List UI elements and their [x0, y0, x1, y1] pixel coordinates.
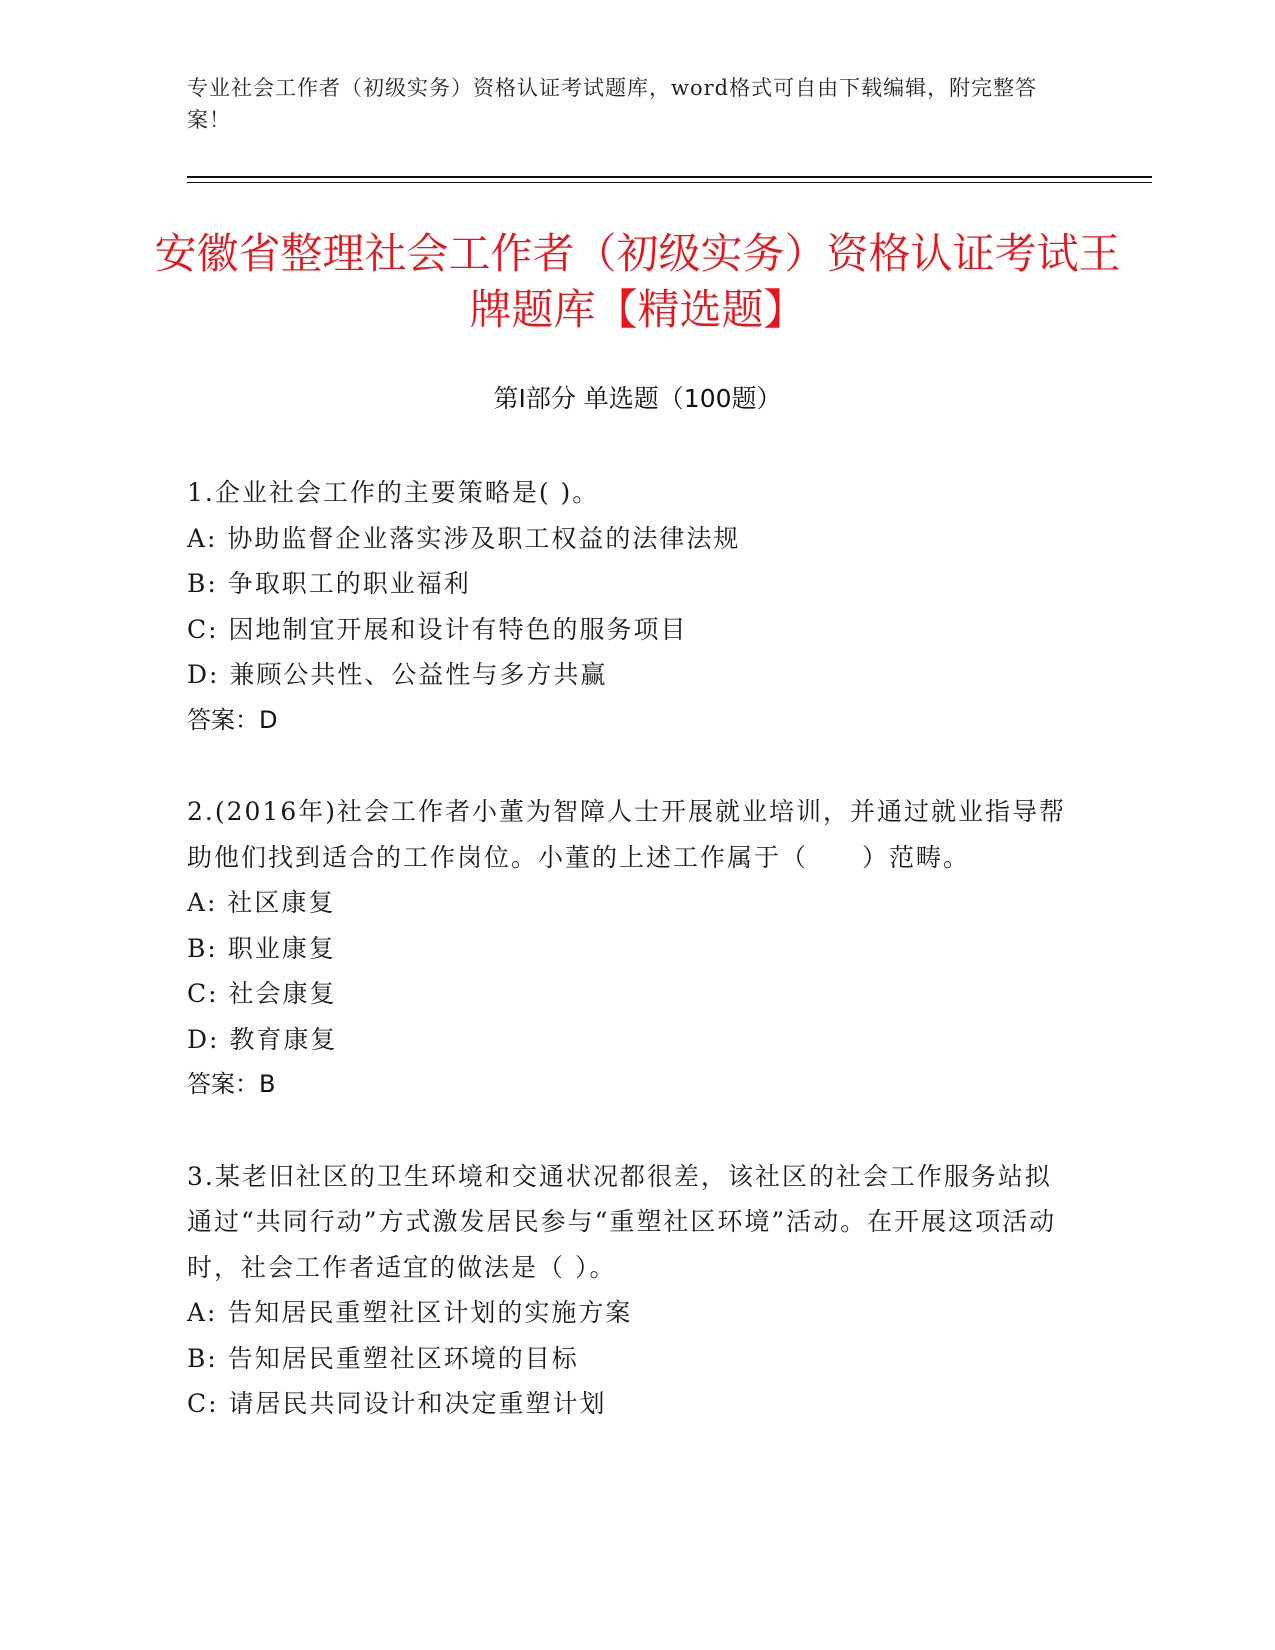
option-c: C: 因地制宜开展和设计有特色的服务项目	[187, 614, 688, 644]
option-c: C: 社会康复	[187, 979, 337, 1008]
option-a: A: 告知居民重塑社区计划的实施方案	[187, 1298, 633, 1327]
option-b: B: 争取职工的职业福利	[187, 569, 471, 598]
question-list	[187, 470, 1067, 1473]
header-note: 专业社会工作者（初级实务）资格认证考试题库，word格式可自由下载编辑，附完整答案！	[187, 76, 1038, 132]
option-a: A: 协助监督企业落实涉及职工权益的法律法规	[187, 523, 741, 553]
option-d: D: 兼顾公共性、公益性与多方共赢	[187, 660, 608, 689]
question-text: 2.(2016年)社会工作者小董为智障人士开展就业培训，并通过就业指导帮助他们找到适合的工作岗位。小董的上述工作属于（ ）范畴。	[187, 797, 1066, 872]
option-b: B: 职业康复	[187, 933, 336, 963]
document-title: 安徽省整理社会工作者（初级实务）资格认证考试王牌题库【精选题】	[154, 229, 1121, 334]
option-c: C: 请居民共同设计和决定重塑计划	[187, 1389, 607, 1418]
question-text: 3.某老旧社区的卫生环境和交通状况都很差，该社区的社会工作服务站拟通过“共同行动”方式激发居民参与“重塑社区环境”活动。在开展这项活动时，社会工作者适宜的做法是（ ）。	[187, 1161, 1057, 1282]
option-d: D: 教育康复	[187, 1024, 338, 1054]
option-b: B: 告知居民重塑社区环境的目标	[187, 1343, 579, 1373]
header-divider-thin	[187, 182, 1152, 183]
answer: 答案：D	[187, 705, 278, 734]
question-text: 1.企业社会工作的主要策略是( )。	[187, 478, 600, 507]
option-a: A: 社区康复	[187, 888, 336, 917]
question-1	[187, 470, 1067, 743]
header-divider-thick	[187, 176, 1152, 178]
answer: 答案：B	[187, 1070, 276, 1098]
section-title: 第I部分 单选题（100题）	[493, 384, 782, 413]
question-2	[187, 789, 1067, 1108]
question-3	[187, 1154, 1067, 1427]
